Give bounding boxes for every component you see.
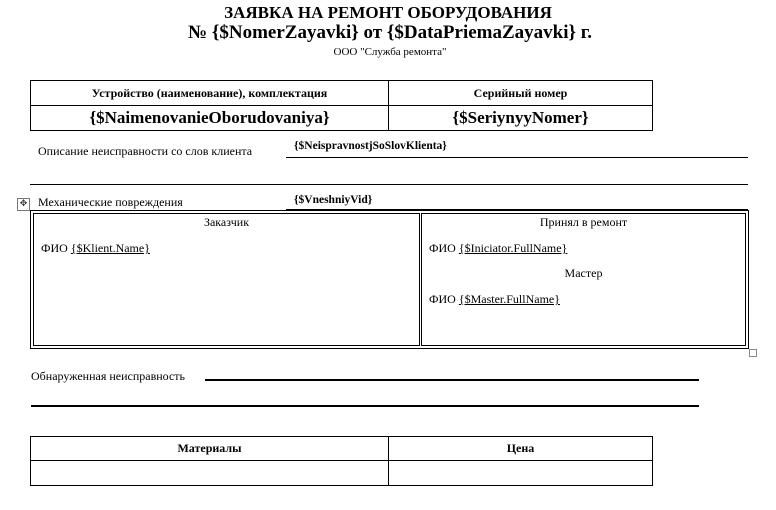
device-table	[30, 80, 653, 131]
device-name-header: Устройство (наименование), комплектация	[31, 81, 389, 106]
resize-handle-icon[interactable]	[749, 349, 757, 357]
serial-number-header: Серийный номер	[389, 81, 653, 106]
master-fio-value[interactable]: {$Master.FullName}	[458, 292, 560, 306]
customer-cell	[33, 213, 420, 346]
price-header: Цена	[389, 437, 653, 461]
customer-fio-label: ФИО	[41, 241, 68, 255]
page-title: ЗАЯВКА НА РЕМОНТ ОБОРУДОВАНИЯ	[224, 3, 552, 22]
price-cell[interactable]	[389, 461, 653, 486]
detected-fault-line-2[interactable]	[31, 405, 699, 407]
detected-fault-line[interactable]	[205, 379, 699, 381]
move-icon[interactable]: ✥	[17, 198, 30, 211]
customer-fio-value[interactable]: {$Klient.Name}	[70, 241, 150, 255]
organization-name: ООО "Служба ремонта"	[333, 46, 447, 58]
mechanical-damage-value[interactable]: {$VneshniyVid}	[294, 194, 373, 206]
mechanical-damage-label: Механические повреждения	[38, 195, 183, 209]
request-number-line: № {$NomerZayavki} от {$DataPriemaZayavki} г.	[188, 22, 592, 43]
accepted-fio-value[interactable]: {$Iniciator.FullName}	[458, 241, 568, 255]
serial-number-value[interactable]: {$SeriynyyNomer}	[389, 106, 653, 131]
accepted-heading: Принял в ремонт	[539, 215, 628, 229]
fault-description-label: Описание неисправности со слов клиента	[38, 144, 253, 158]
master-heading: Мастер	[564, 266, 603, 280]
device-name-value[interactable]: {$NaimenovanieOborudovaniya}	[31, 106, 389, 131]
master-fio	[429, 292, 560, 307]
materials-header: Материалы	[31, 437, 389, 461]
fault-description-value[interactable]: {$NeispravnostjSoSlovKlienta}	[294, 140, 447, 152]
fault-description-line	[286, 157, 748, 158]
customer-fio	[41, 241, 150, 256]
accepted-fio-label: ФИО	[429, 241, 456, 255]
table-row	[31, 461, 653, 486]
master-fio-label: ФИО	[429, 292, 456, 306]
materials-cell[interactable]	[31, 461, 389, 486]
customer-heading: Заказчик	[203, 215, 250, 229]
detected-fault-label: Обнаруженная неисправность	[31, 369, 186, 383]
fault-description-line-2	[30, 184, 748, 185]
accepted-fio	[429, 241, 567, 256]
materials-table	[30, 436, 653, 486]
